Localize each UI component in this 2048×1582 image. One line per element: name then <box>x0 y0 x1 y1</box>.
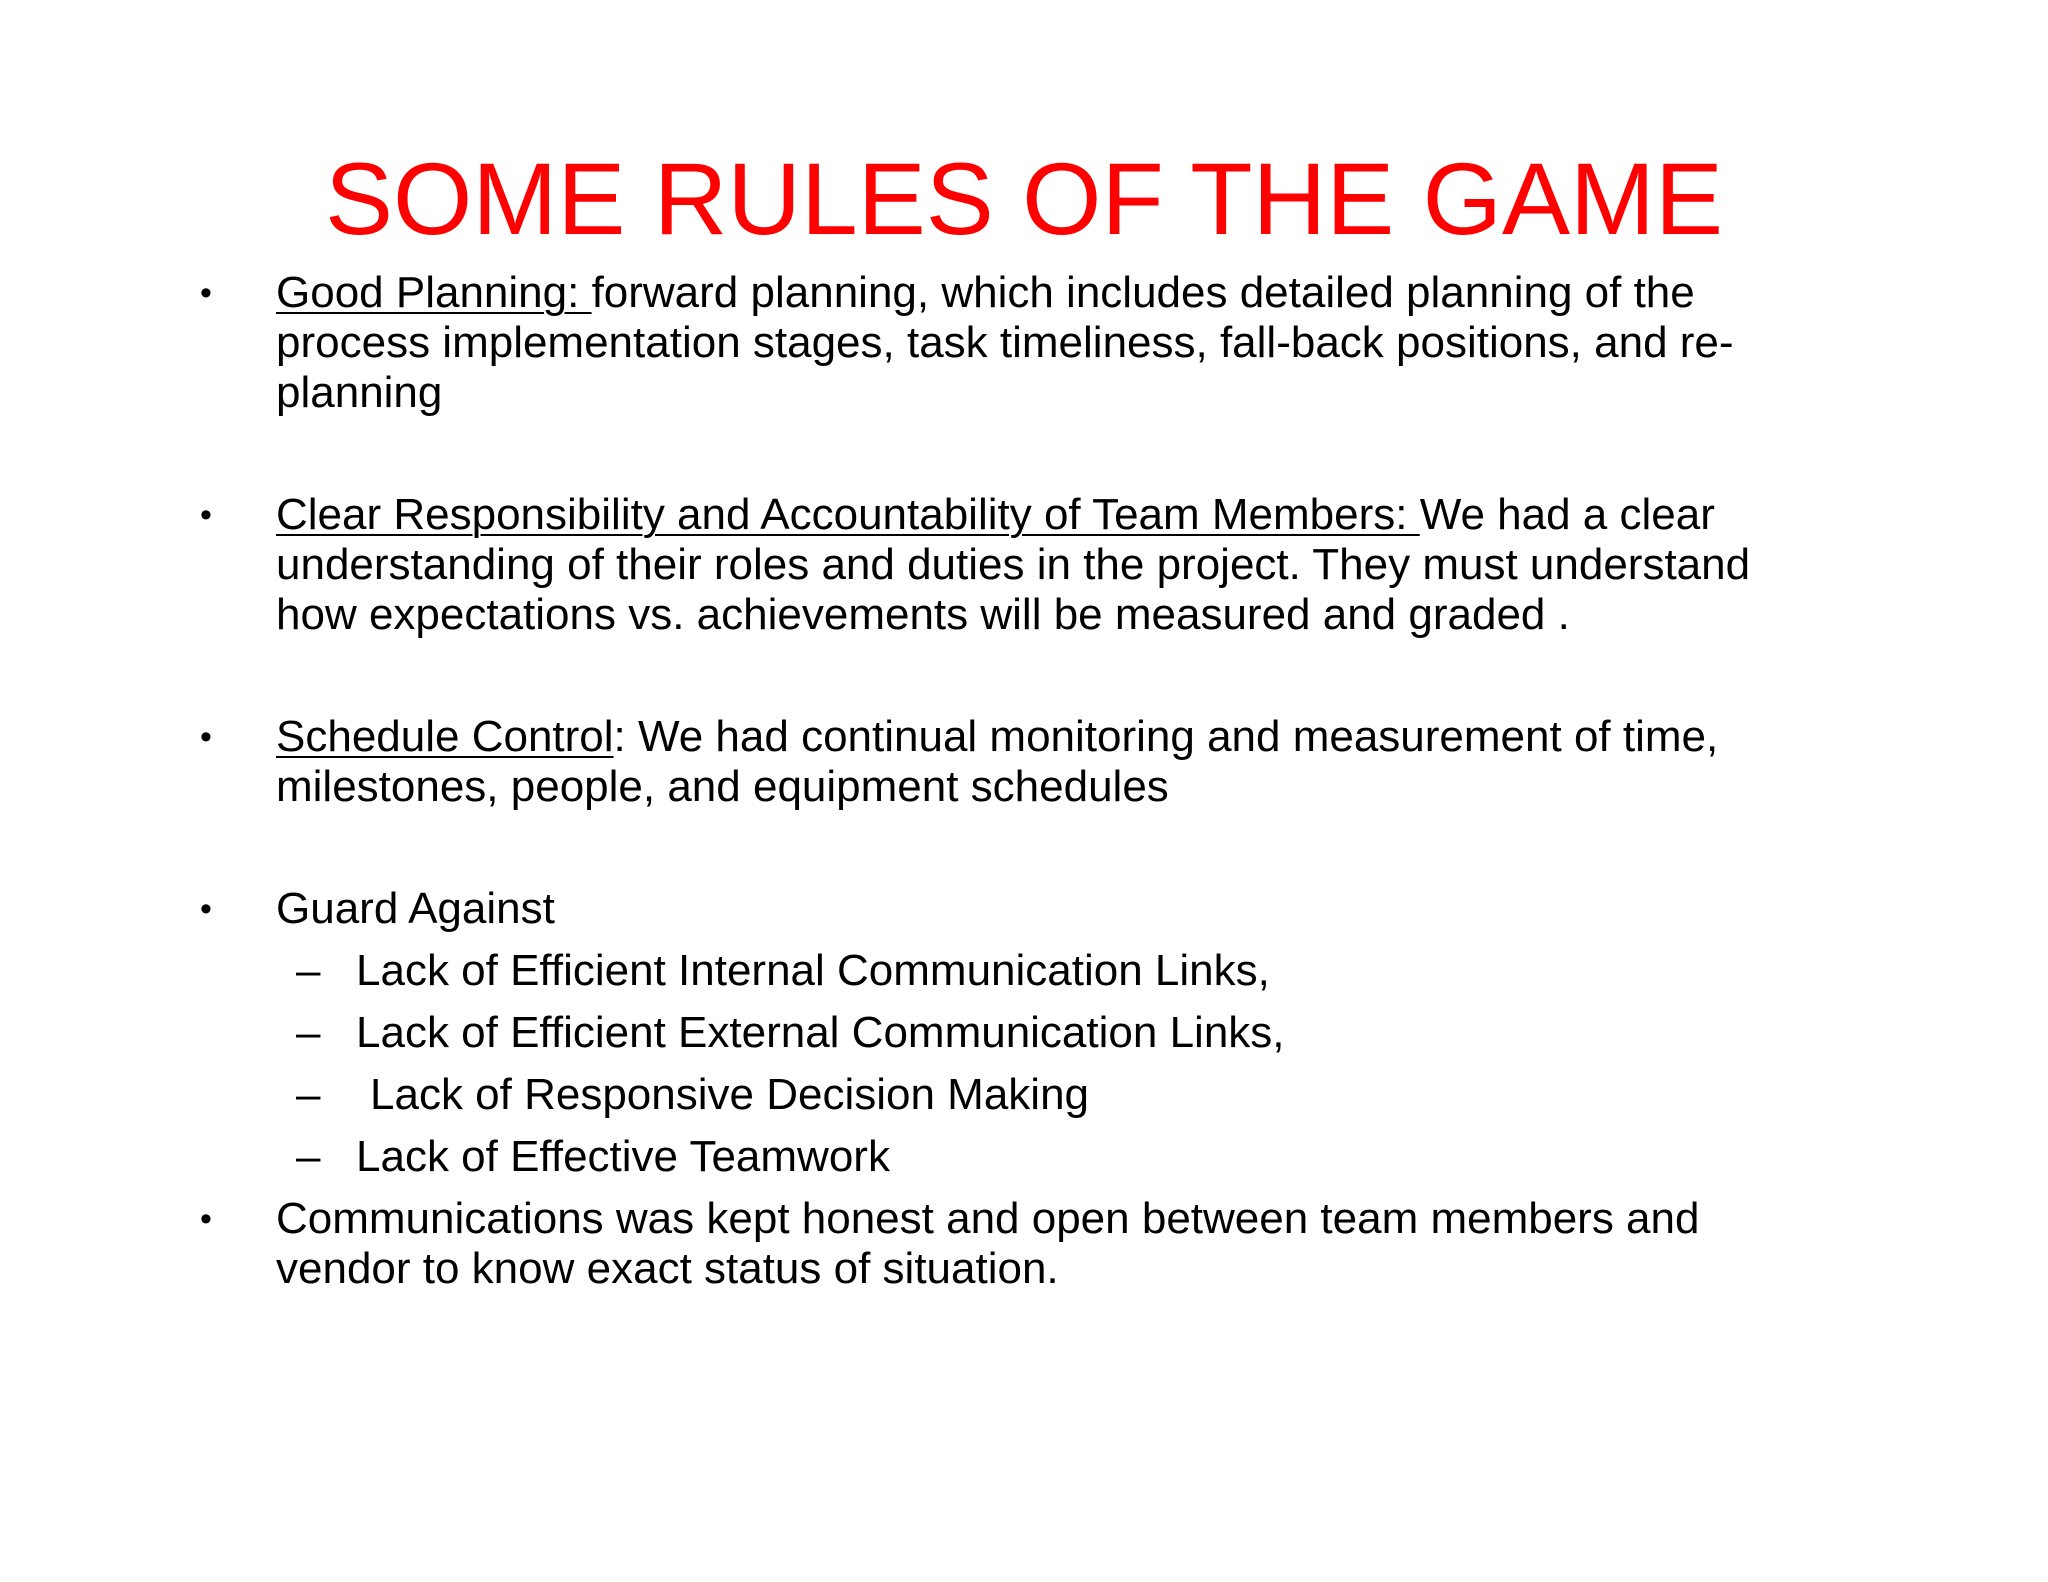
dash-icon: – <box>296 1070 321 1119</box>
sub-item <box>200 1008 1840 1058</box>
bullet-list <box>200 268 1840 1294</box>
slide-title: SOME RULES OF THE GAME <box>324 142 1724 256</box>
sub-item <box>200 1070 1840 1120</box>
dash-icon: – <box>296 1132 321 1181</box>
bullet-text <box>276 268 1840 418</box>
bullet-heading: Good Planning: <box>276 268 592 317</box>
bullet-body: : We had continual monitoring and measurement of time, milestones, people, and equipment schedules <box>276 712 1719 811</box>
sub-item-text: Lack of Efficient External Communication Links, <box>356 1008 1285 1057</box>
bullet-heading: Clear Responsibility and Accountability of Team Members: <box>276 490 1420 539</box>
bullet-text <box>276 712 1840 812</box>
bullet-icon: • <box>200 496 212 534</box>
bullet-icon: • <box>200 718 212 756</box>
bullet-icon: • <box>200 274 212 312</box>
sub-list <box>276 946 1840 1182</box>
bullet-clear-responsibility <box>200 490 1840 640</box>
bullet-communications <box>200 1194 1840 1294</box>
bullet-icon: • <box>200 890 212 928</box>
sub-item <box>200 1132 1840 1182</box>
sub-item-text: Lack of Efficient Internal Communication Links, <box>356 946 1270 995</box>
sub-item <box>200 946 1840 996</box>
bullet-good-planning <box>200 268 1840 418</box>
dash-icon: – <box>296 1008 321 1057</box>
bullet-icon: • <box>200 1200 212 1238</box>
bullet-body: We had a clear understanding of their roles and duties in the project. They must understand how expectations vs. achievements will be measured and graded . <box>276 490 1751 639</box>
bullet-body: Guard Against <box>276 884 555 933</box>
sub-item-text: Lack of Effective Teamwork <box>356 1132 890 1181</box>
sub-item-text: Lack of Responsive Decision Making <box>370 1070 1090 1119</box>
bullet-heading: Schedule Control <box>276 712 614 761</box>
bullet-body: Communications was kept honest and open between team members and vendor to know exact status of situation. <box>276 1194 1700 1293</box>
bullet-schedule-control <box>200 712 1840 812</box>
bullet-body: forward planning, which includes detailed planning of the process implementation stages, task timeliness, fall-back positions, and re-planning <box>276 268 1734 417</box>
bullet-guard-against <box>200 884 1840 1182</box>
bullet-text <box>276 490 1840 640</box>
dash-icon: – <box>296 946 321 995</box>
